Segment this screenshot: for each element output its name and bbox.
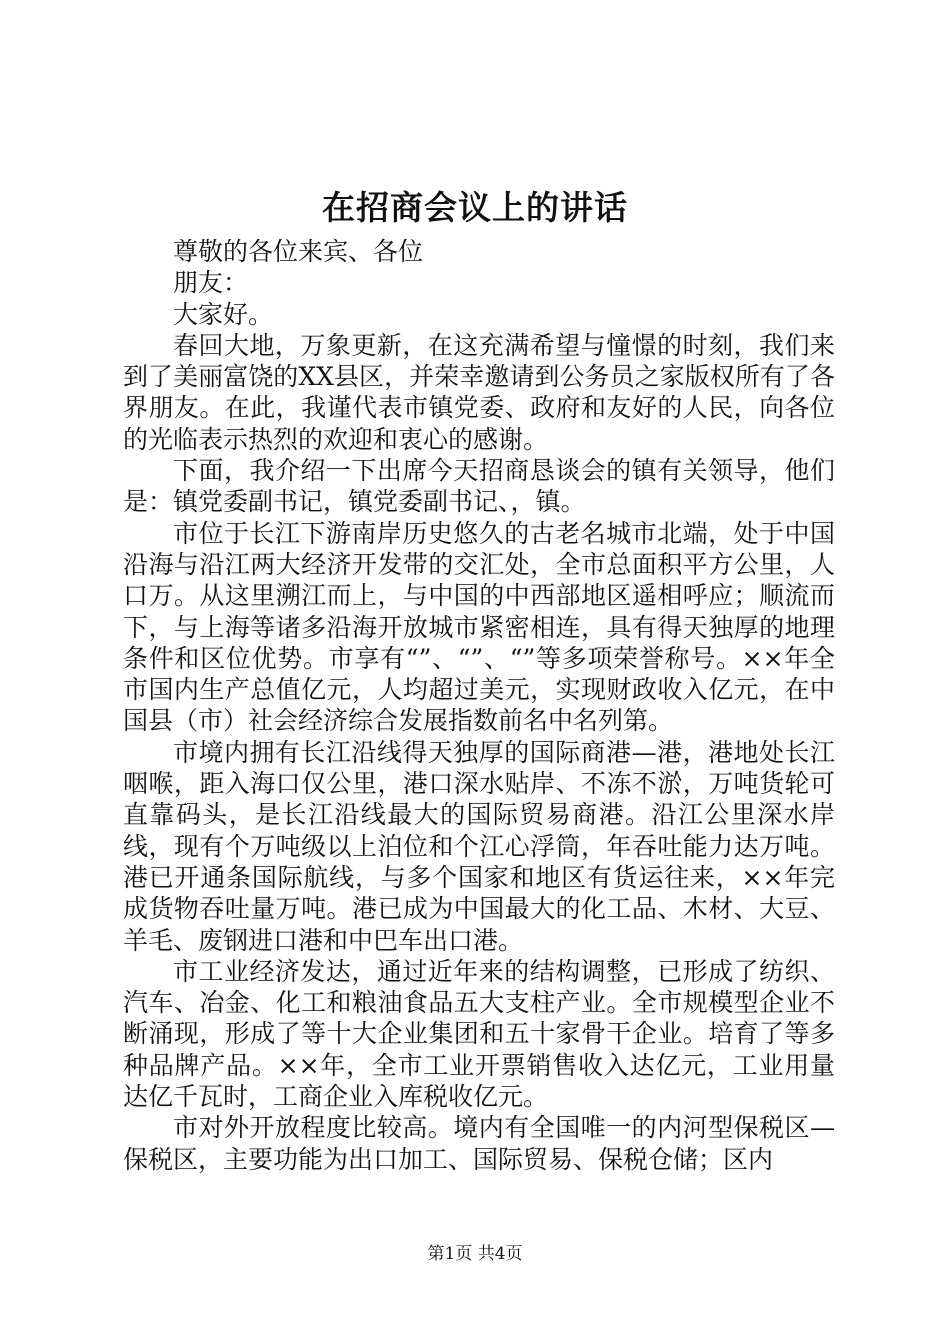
industry-paragraph: 市工业经济发达，通过近年来的结构调整，已形成了纺织、汽车、冶金、化工和粮油食品五大支柱产业。全市规模型企业不断涌现，形成了等十大企业集团和五十家骨干企业。培育了等多种品牌产品。××年，全市工业开票销售收入达亿元，工业用量达亿千瓦时，工商企业入库税收亿元。 — [123, 956, 835, 1112]
document-title: 在招商会议上的讲话 — [322, 188, 628, 227]
city-overview-paragraph: 市位于长江下游南岸历史悠久的古老名城市北端，处于中国沿海与沿江两大经济开发带的交汇处，全市总面积平方公里，人口万。从这里溯江而上，与中国的中西部地区遥相呼应；顺流而下，与上海等诸多沿海开放城市紧密相连，具有得天独厚的地理条件和区位优势。市享有“”、“”、“”等多项荣誉称号。××年全市国内生产总值亿元，人均超过美元，实现财政收入亿元，在中国县（市）社会经济综合发展指数前名中名列第。 — [123, 518, 835, 736]
introduction-paragraph: 下面，我介绍一下出席今天招商恳谈会的镇有关领导，他们是：镇党委副书记，镇党委副书记、，镇。 — [123, 456, 835, 517]
greeting-paragraph: 大家好。 — [173, 299, 274, 329]
salutation-line-1: 尊敬的各位来宾、各位 — [173, 237, 424, 266]
page-number-footer: 第1页 共4页 — [427, 1244, 523, 1264]
document-body — [123, 236, 835, 1175]
port-paragraph: 市境内拥有长江沿线得天独厚的国际商港—港，港地处长江咽喉，距入海口仅公里，港口深水贴岸、不冻不淤，万吨货轮可直靠码头，是长江沿线最大的国际贸易商港。沿江公里深水岸线，现有个万吨级以上泊位和个江心浮筒，年吞吐能力达万吨。港已开通条国际航线，与多个国家和地区有货运往来，××年完成货物吞吐量万吨。港已成为中国最大的化工品、木材、大豆、羊毛、废钢进口港和中巴车出口港。 — [123, 737, 835, 955]
openness-paragraph: 市对外开放程度比较高。境内有全国唯一的内河型保税区—保税区，主要功能为出口加工、国际贸易、保税仓储；区内 — [123, 1113, 835, 1174]
salutation-line-2: 朋友： — [173, 268, 249, 298]
welcome-paragraph: 春回大地，万象更新，在这充满希望与憧憬的时刻，我们来到了美丽富饶的XX县区，并荣幸邀请到公务员之家版权所有了各界朋友。在此，我谨代表市镇党委、政府和友好的人民，向各位的光临表示热烈的欢迎和衷心的感谢。 — [123, 330, 835, 454]
